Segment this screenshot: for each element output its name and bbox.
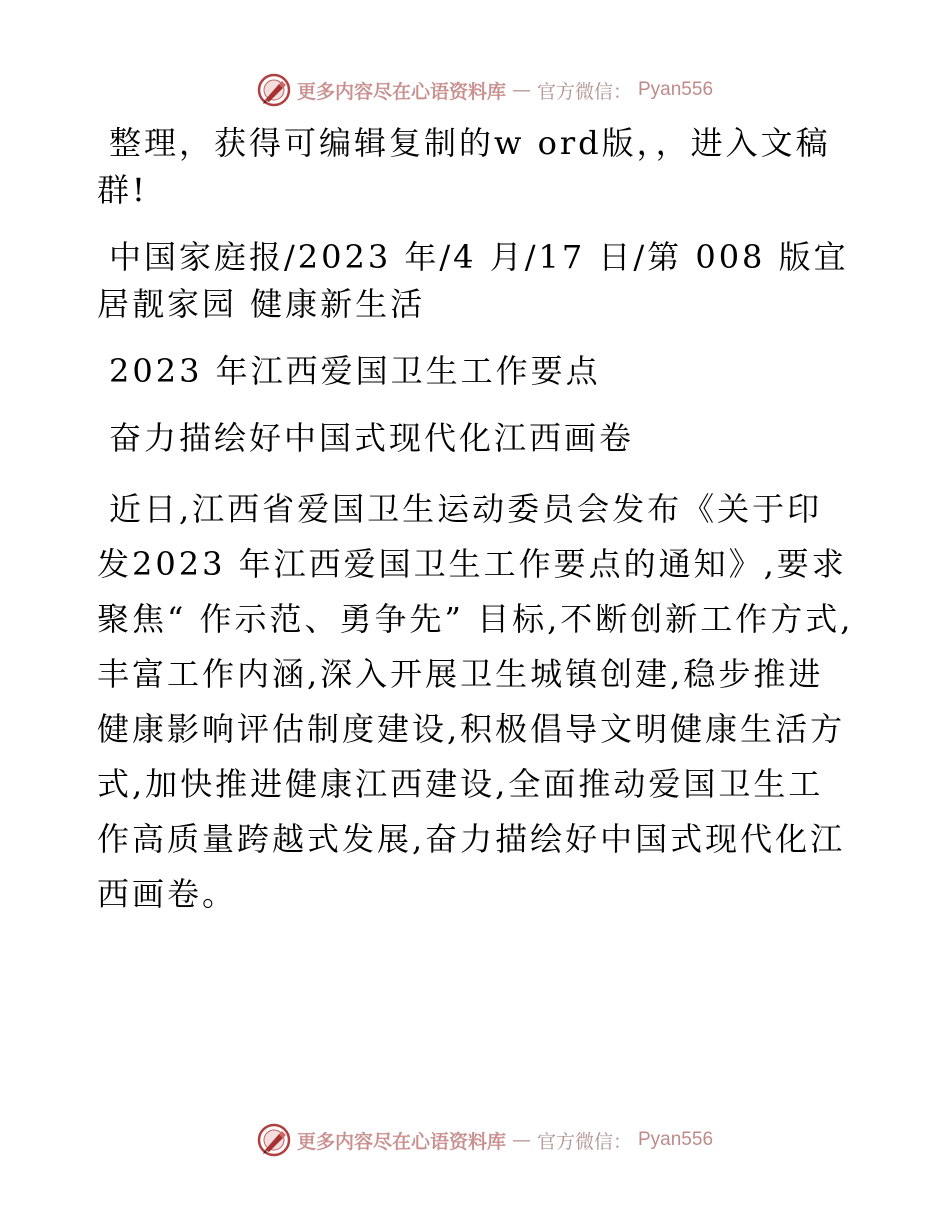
watermark-site-text: 更多内容尽在心语资料库 <box>296 80 506 103</box>
pen-logo-icon <box>257 73 291 107</box>
document-body <box>97 120 857 942</box>
watermark-separator: — <box>511 79 531 101</box>
article-body: 近日,江西省爱国卫生运动委员会发布《关于印发2023 年江西爱国卫生工作要点的通知》,要求聚焦“ 作示范、勇争先” 目标,不断创新工作方式,丰富工作内涵,深入开展卫生城镇创建,稳步推进健康影响评估制度建设,积极倡导文明健康生活方式,加快推进健康江西建设,全面推动爱国卫生工作高质量跨越式发展,奋力描绘好中国式现代化江西画卷。 <box>97 490 854 913</box>
watermark-wechat-label: 官方微信： <box>536 1130 632 1153</box>
header-watermark <box>0 70 950 110</box>
watermark-wechat-id: Pyan556 <box>638 79 714 100</box>
pen-logo-icon <box>257 1123 291 1157</box>
watermark-group <box>257 73 713 107</box>
footer-watermark <box>0 1120 950 1160</box>
watermark-group <box>257 1123 713 1157</box>
intro-paragraph: 整理，获得可编辑复制的w ord版，，进入文稿群! <box>97 124 831 209</box>
article-subtitle: 奋力描绘好中国式现代化江西画卷 <box>109 419 635 457</box>
watermark-site-text: 更多内容尽在心语资料库 <box>296 1130 506 1153</box>
watermark-wechat-id: Pyan556 <box>638 1129 714 1150</box>
watermark-separator: — <box>511 1129 531 1151</box>
article-title: 2023 年江西爱国卫生工作要点 <box>109 352 601 390</box>
source-line: 中国家庭报/2023 年/4 月/17 日/第 008 版宜居靓家园 健康新生活 <box>97 238 849 323</box>
watermark-wechat-label: 官方微信： <box>536 80 632 103</box>
